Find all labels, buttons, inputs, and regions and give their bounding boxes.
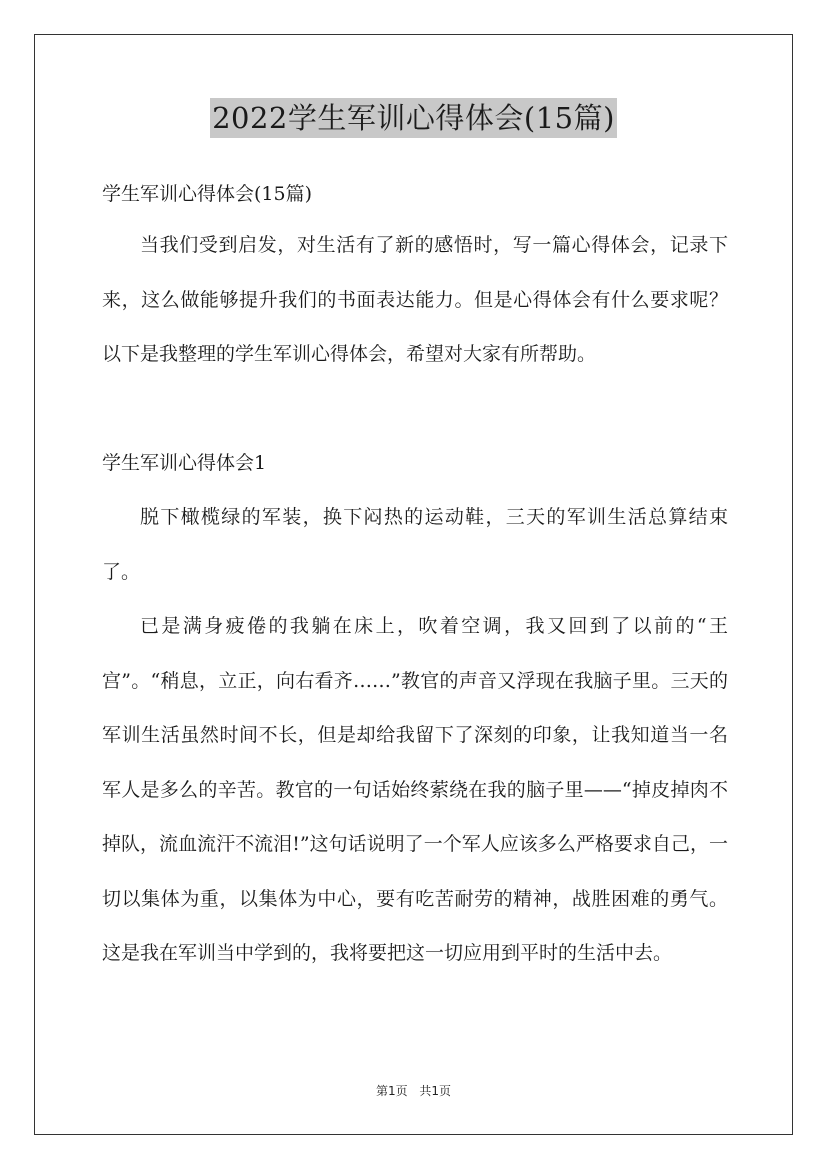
spacer xyxy=(102,382,728,436)
page-number-total: 共1页 xyxy=(419,1084,452,1098)
intro-paragraph: 当我们受到启发，对生活有了新的感悟时，写一篇心得体会，记录下来，这么做能够提升我们的书面表达能力。但是心得体会有什么要求呢？以下是我整理的学生军训心得体会，希望对大家有所帮助。 xyxy=(102,234,728,365)
body-paragraph-1: 脱下橄榄绿的军装，换下闷热的运动鞋，三天的军训生活总算结束了。 xyxy=(102,506,728,583)
page-footer xyxy=(0,1082,827,1099)
page-number-current: 第1页 xyxy=(375,1084,408,1098)
section-heading: 学生军训心得体会1 xyxy=(102,451,267,474)
document-title: 2022学生军训心得体会(15篇) xyxy=(210,98,617,138)
title-container xyxy=(0,98,827,138)
document-body xyxy=(102,170,728,981)
body-paragraph-2: 已是满身疲倦的我躺在床上，吹着空调，我又回到了以前的“王宫”。“稍息，立正，向右看齐……”教官的声音又浮现在我脑子里。三天的军训生活虽然时间不长，但是却给我留下了深刻的印象，让我知道当一名军人是多么的辛苦。教官的一句话始终萦绕在我的脑子里——“掉皮掉肉不掉队，流血流汗不流泪!”这句话说明了一个军人应该多么严格要求自己，一切以集体为重，以集体为中心，要有吃苦耐劳的精神，战胜困难的勇气。这是我在军训当中学到的，我将要把这一切应用到平时的生活中去。 xyxy=(102,615,728,964)
document-subtitle: 学生军训心得体会(15篇) xyxy=(102,183,313,205)
